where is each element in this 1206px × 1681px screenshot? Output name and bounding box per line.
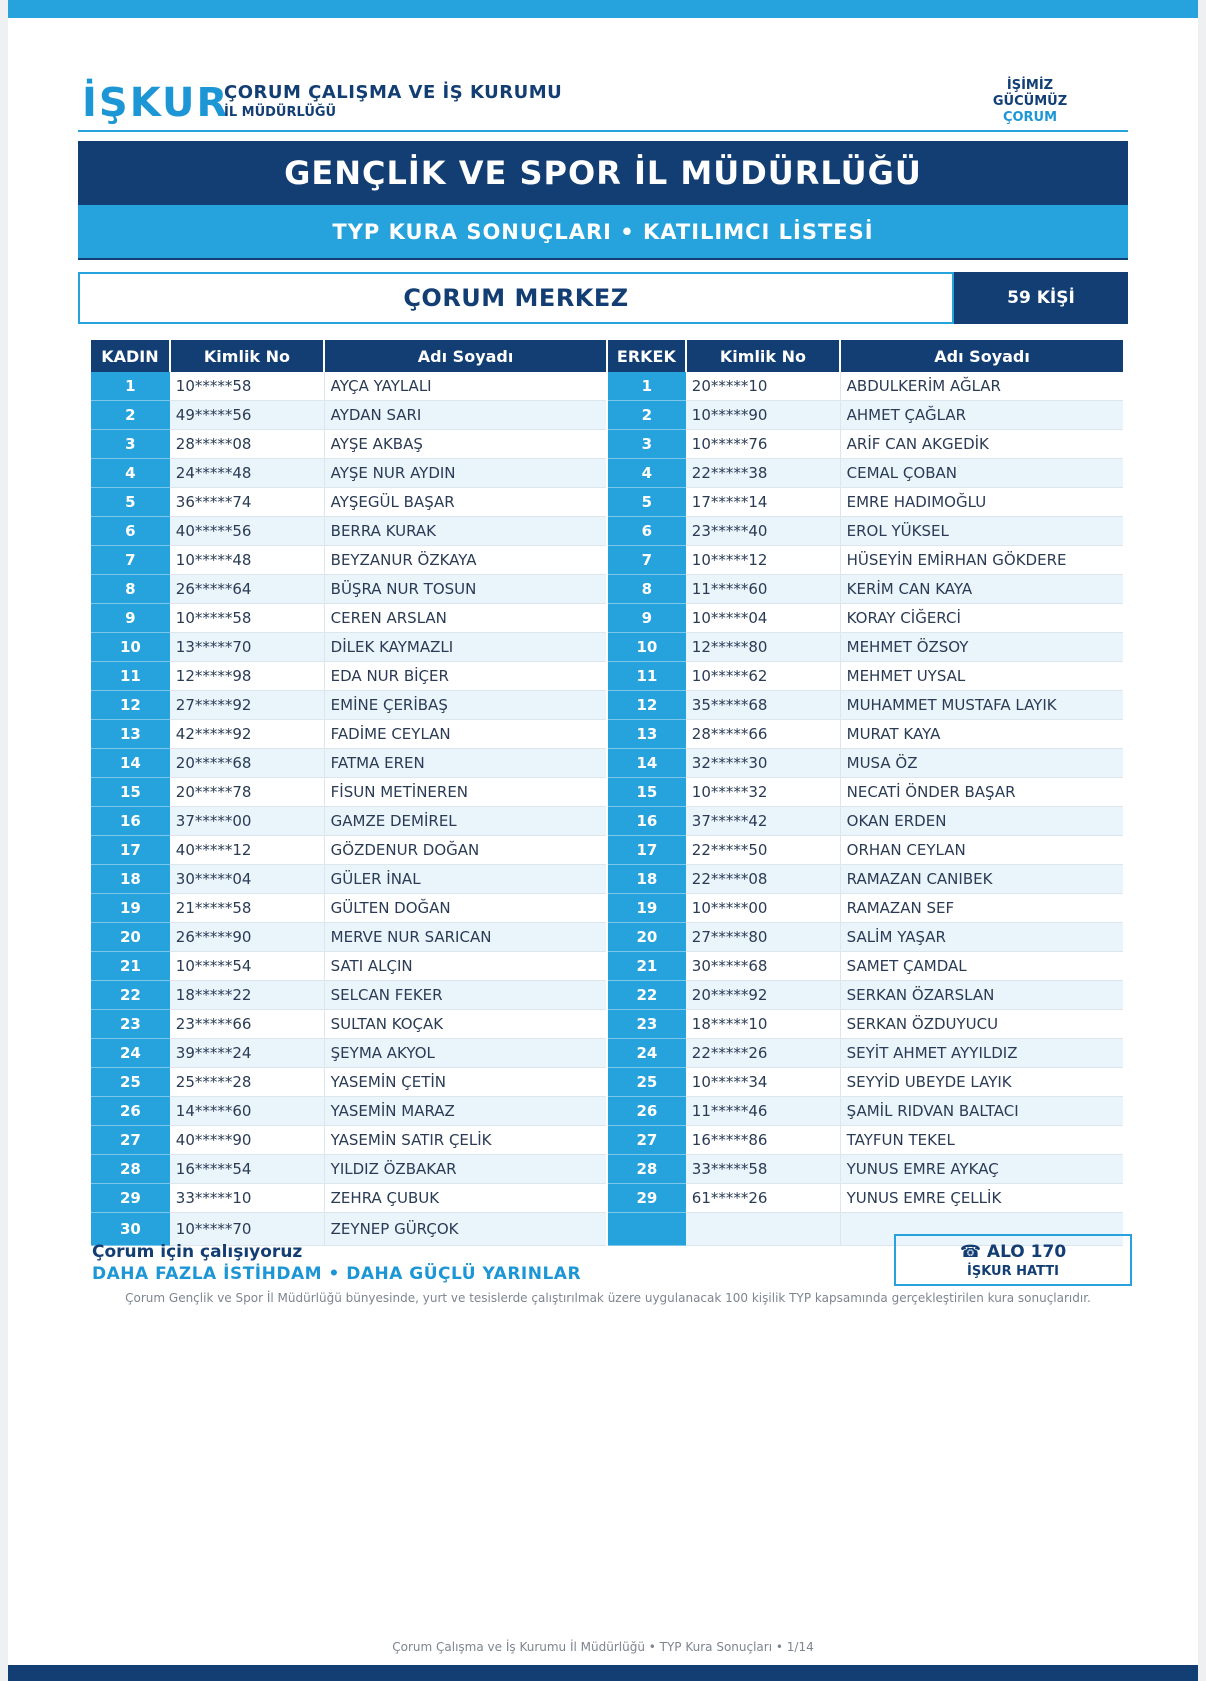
kadin-sira: 7: [91, 546, 170, 575]
kadin-adi-soyadi: ŞEYMA AKYOL: [324, 1039, 607, 1068]
table-row: [91, 923, 1123, 952]
erkek-adi-soyadi: SALİM YAŞAR: [840, 923, 1123, 952]
erkek-kimlik-no: 37*****42: [686, 807, 840, 836]
kadin-kimlik-no: 12*****98: [170, 662, 324, 691]
hotline-number: ☎ ALO 170: [959, 1242, 1067, 1262]
kadin-adi-soyadi: DİLEK KAYMAZLI: [324, 633, 607, 662]
erkek-adi-soyadi: SERKAN ÖZARSLAN: [840, 981, 1123, 1010]
erkek-sira: 9: [607, 604, 686, 633]
erkek-adi-soyadi: MUHAMMET MUSTAFA LAYIK: [840, 691, 1123, 720]
erkek-sira: 25: [607, 1068, 686, 1097]
erkek-sira: 18: [607, 865, 686, 894]
table-row: [91, 633, 1123, 662]
kadin-sira: 16: [91, 807, 170, 836]
kadin-kimlik-no: 37*****00: [170, 807, 324, 836]
table-row: [91, 836, 1123, 865]
erkek-adi-soyadi: ŞAMİL RIDVAN BALTACI: [840, 1097, 1123, 1126]
kadin-kimlik-no: 39*****24: [170, 1039, 324, 1068]
kadin-sira: 4: [91, 459, 170, 488]
erkek-adi-soyadi: SERKAN ÖZDUYUCU: [840, 1010, 1123, 1039]
erkek-kimlik-no: 11*****46: [686, 1097, 840, 1126]
erkek-kimlik-no: 10*****00: [686, 894, 840, 923]
erkek-adi-soyadi: MUSA ÖZ: [840, 749, 1123, 778]
erkek-adi-soyadi: ORHAN CEYLAN: [840, 836, 1123, 865]
table-row: [91, 1039, 1123, 1068]
erkek-kimlik-no: 10*****76: [686, 430, 840, 459]
erkek-kimlik-no: 33*****58: [686, 1155, 840, 1184]
participant-count-badge: 59 KİŞİ: [954, 272, 1128, 324]
kadin-adi-soyadi: SULTAN KOÇAK: [324, 1010, 607, 1039]
page-title: GENÇLİK VE SPOR İL MÜDÜRLÜĞÜ: [78, 141, 1128, 205]
erkek-sira: 26: [607, 1097, 686, 1126]
erkek-sira: 5: [607, 488, 686, 517]
table-row: [91, 488, 1123, 517]
org-line-1: ÇORUM ÇALIŞMA VE İŞ KURUMU: [224, 82, 563, 103]
kadin-sira: 28: [91, 1155, 170, 1184]
erkek-kimlik-no: 10*****32: [686, 778, 840, 807]
erkek-sira: 20: [607, 923, 686, 952]
kadin-kimlik-no: 26*****64: [170, 575, 324, 604]
header-divider: [78, 130, 1128, 132]
kadin-adi-soyadi: YASEMİN SATIR ÇELİK: [324, 1126, 607, 1155]
erkek-kimlik-no: 22*****38: [686, 459, 840, 488]
erkek-adi-soyadi: HÜSEYİN EMİRHAN GÖKDERE: [840, 546, 1123, 575]
erkek-sira: 8: [607, 575, 686, 604]
erkek-kimlik-no: 27*****80: [686, 923, 840, 952]
district-label: ÇORUM MERKEZ: [78, 272, 954, 324]
kadin-adi-soyadi: GÜLER İNAL: [324, 865, 607, 894]
erkek-adi-soyadi: TAYFUN TEKEL: [840, 1126, 1123, 1155]
erkek-adi-soyadi: MURAT KAYA: [840, 720, 1123, 749]
kadin-kimlik-no: 18*****22: [170, 981, 324, 1010]
erkek-sira: 7: [607, 546, 686, 575]
kadin-kimlik-no: 13*****70: [170, 633, 324, 662]
erkek-sira: 4: [607, 459, 686, 488]
erkek-sira: 29: [607, 1184, 686, 1213]
table-row: [91, 1068, 1123, 1097]
table-row: [91, 430, 1123, 459]
kadin-kimlik-no: 16*****54: [170, 1155, 324, 1184]
table-row: [91, 981, 1123, 1010]
erkek-sira: 6: [607, 517, 686, 546]
erkek-sira: 3: [607, 430, 686, 459]
table-row: [91, 952, 1123, 981]
kadin-kimlik-no: 10*****54: [170, 952, 324, 981]
footer-tagline: [92, 1242, 581, 1284]
table-header-row: [91, 340, 1123, 372]
erkek-adi-soyadi: YUNUS EMRE ÇELLİK: [840, 1184, 1123, 1213]
erkek-sira: 11: [607, 662, 686, 691]
table-row: [91, 807, 1123, 836]
kadin-kimlik-no: 10*****58: [170, 372, 324, 401]
kadin-sira: 30: [91, 1213, 170, 1246]
table-row: [91, 1126, 1123, 1155]
kadin-kimlik-no: 24*****48: [170, 459, 324, 488]
kadin-kimlik-no: 20*****78: [170, 778, 324, 807]
erkek-adi-soyadi: SAMET ÇAMDAL: [840, 952, 1123, 981]
header-kadin: KADIN: [91, 340, 170, 372]
table-row: [91, 372, 1123, 401]
erkek-adi-soyadi: KERİM CAN KAYA: [840, 575, 1123, 604]
kadin-adi-soyadi: EDA NUR BİÇER: [324, 662, 607, 691]
erkek-kimlik-no: 12*****80: [686, 633, 840, 662]
kadin-sira: 27: [91, 1126, 170, 1155]
hotline-box: [894, 1234, 1132, 1286]
erkek-adi-soyadi: EMRE HADIMOĞLU: [840, 488, 1123, 517]
kadin-adi-soyadi: AYDAN SARI: [324, 401, 607, 430]
kadin-sira: 23: [91, 1010, 170, 1039]
erkek-kimlik-no: 10*****12: [686, 546, 840, 575]
erkek-kimlik-no: 61*****26: [686, 1184, 840, 1213]
kadin-kimlik-no: 14*****60: [170, 1097, 324, 1126]
kadin-kimlik-no: 42*****92: [170, 720, 324, 749]
table-row: [91, 691, 1123, 720]
kadin-adi-soyadi: GAMZE DEMİREL: [324, 807, 607, 836]
erkek-kimlik-no: 35*****68: [686, 691, 840, 720]
erkek-adi-soyadi: RAMAZAN SEF: [840, 894, 1123, 923]
kadin-sira: 17: [91, 836, 170, 865]
table-row: [91, 575, 1123, 604]
kadin-adi-soyadi: SELCAN FEKER: [324, 981, 607, 1010]
erkek-adi-soyadi: YUNUS EMRE AYKAÇ: [840, 1155, 1123, 1184]
table-row: [91, 1097, 1123, 1126]
erkek-adi-soyadi: ARİF CAN AKGEDİK: [840, 430, 1123, 459]
kadin-kimlik-no: 40*****90: [170, 1126, 324, 1155]
header-kimlik-erkek: Kimlik No: [686, 340, 840, 372]
erkek-adi-soyadi: SEYİT AHMET AYYILDIZ: [840, 1039, 1123, 1068]
erkek-kimlik-no: 11*****60: [686, 575, 840, 604]
kadin-adi-soyadi: CEREN ARSLAN: [324, 604, 607, 633]
kadin-adi-soyadi: ZEHRA ÇUBUK: [324, 1184, 607, 1213]
kadin-kimlik-no: 26*****90: [170, 923, 324, 952]
table-row: [91, 459, 1123, 488]
iskur-logo: İŞKUR: [82, 80, 230, 126]
erkek-kimlik-no: 17*****14: [686, 488, 840, 517]
erkek-kimlik-no: 18*****10: [686, 1010, 840, 1039]
kadin-adi-soyadi: FATMA EREN: [324, 749, 607, 778]
kadin-kimlik-no: 23*****66: [170, 1010, 324, 1039]
erkek-kimlik-no: 30*****68: [686, 952, 840, 981]
kadin-kimlik-no: 33*****10: [170, 1184, 324, 1213]
table-row: [91, 894, 1123, 923]
erkek-sira: [607, 1213, 686, 1246]
erkek-adi-soyadi: AHMET ÇAĞLAR: [840, 401, 1123, 430]
erkek-sira: 13: [607, 720, 686, 749]
kadin-kimlik-no: 21*****58: [170, 894, 324, 923]
erkek-kimlik-no: 23*****40: [686, 517, 840, 546]
kadin-sira: 12: [91, 691, 170, 720]
table-row: [91, 662, 1123, 691]
erkek-kimlik-no: 10*****62: [686, 662, 840, 691]
kadin-sira: 18: [91, 865, 170, 894]
document-page: [8, 0, 1198, 1681]
kadin-sira: 24: [91, 1039, 170, 1068]
kadin-kimlik-no: 36*****74: [170, 488, 324, 517]
erkek-sira: 12: [607, 691, 686, 720]
organization-name: [224, 82, 562, 120]
erkek-sira: 10: [607, 633, 686, 662]
erkek-adi-soyadi: KORAY CİĞERCİ: [840, 604, 1123, 633]
kadin-adi-soyadi: AYŞE NUR AYDIN: [324, 459, 607, 488]
kadin-adi-soyadi: FADİME CEYLAN: [324, 720, 607, 749]
header-adi-erkek: Adı Soyadı: [840, 340, 1123, 372]
kadin-sira: 29: [91, 1184, 170, 1213]
kadin-kimlik-no: 10*****48: [170, 546, 324, 575]
kadin-sira: 9: [91, 604, 170, 633]
kadin-sira: 25: [91, 1068, 170, 1097]
erkek-sira: 16: [607, 807, 686, 836]
kadin-adi-soyadi: EMİNE ÇERİBAŞ: [324, 691, 607, 720]
kadin-sira: 14: [91, 749, 170, 778]
kadin-sira: 2: [91, 401, 170, 430]
table-row: [91, 1184, 1123, 1213]
kadin-adi-soyadi: BÜŞRA NUR TOSUN: [324, 575, 607, 604]
table-row: [91, 546, 1123, 575]
kadin-sira: 26: [91, 1097, 170, 1126]
kadin-kimlik-no: 40*****56: [170, 517, 324, 546]
erkek-kimlik-no: 10*****04: [686, 604, 840, 633]
erkek-sira: 23: [607, 1010, 686, 1039]
erkek-sira: 2: [607, 401, 686, 430]
erkek-sira: 28: [607, 1155, 686, 1184]
erkek-adi-soyadi: ABDULKERİM AĞLAR: [840, 372, 1123, 401]
bottom-accent-bar: [8, 1665, 1198, 1681]
erkek-kimlik-no: 28*****66: [686, 720, 840, 749]
erkek-kimlik-no: 22*****50: [686, 836, 840, 865]
kadin-sira: 10: [91, 633, 170, 662]
tagline-line-2: DAHA FAZLA İSTİHDAM • DAHA GÜÇLÜ YARINLAR: [92, 1264, 582, 1284]
page-footer: Çorum Çalışma ve İş Kurumu İl Müdürlüğü • TYP Kura Sonuçları • 1/14: [392, 1640, 814, 1654]
erkek-sira: 17: [607, 836, 686, 865]
erkek-adi-soyadi: SEYYİD UBEYDE LAYIK: [840, 1068, 1123, 1097]
page-subtitle: TYP KURA SONUÇLARI • KATILIMCI LİSTESİ: [78, 205, 1128, 260]
participant-table: [91, 340, 1123, 1246]
kadin-sira: 11: [91, 662, 170, 691]
header-kimlik-kadin: Kimlik No: [170, 340, 324, 372]
org-line-2: İL MÜDÜRLÜĞÜ: [224, 105, 337, 120]
kadin-sira: 15: [91, 778, 170, 807]
erkek-sira: 19: [607, 894, 686, 923]
kadin-kimlik-no: 49*****56: [170, 401, 324, 430]
table-row: [91, 720, 1123, 749]
hotline-label: İŞKUR HATTI: [967, 1264, 1059, 1279]
erkek-kimlik-no: 10*****90: [686, 401, 840, 430]
erkek-sira: 1: [607, 372, 686, 401]
erkek-kimlik-no: 16*****86: [686, 1126, 840, 1155]
erkek-kimlik-no: 22*****08: [686, 865, 840, 894]
slogan-line-3: ÇORUM: [1002, 110, 1058, 125]
erkek-kimlik-no: 32*****30: [686, 749, 840, 778]
kadin-kimlik-no: 27*****92: [170, 691, 324, 720]
erkek-kimlik-no: 22*****26: [686, 1039, 840, 1068]
kadin-sira: 13: [91, 720, 170, 749]
kadin-adi-soyadi: YASEMİN MARAZ: [324, 1097, 607, 1126]
kadin-kimlik-no: 25*****28: [170, 1068, 324, 1097]
table-row: [91, 865, 1123, 894]
erkek-adi-soyadi: MEHMET UYSAL: [840, 662, 1123, 691]
erkek-sira: 27: [607, 1126, 686, 1155]
erkek-sira: 15: [607, 778, 686, 807]
kadin-adi-soyadi: BERRA KURAK: [324, 517, 607, 546]
tagline-line-1: Çorum için çalışıyoruz: [92, 1242, 303, 1262]
kadin-sira: 8: [91, 575, 170, 604]
kadin-adi-soyadi: GÜLTEN DOĞAN: [324, 894, 607, 923]
kadin-sira: 20: [91, 923, 170, 952]
kadin-kimlik-no: 10*****58: [170, 604, 324, 633]
kadin-adi-soyadi: SATI ALÇIN: [324, 952, 607, 981]
table-row: [91, 1155, 1123, 1184]
table-row: [91, 778, 1123, 807]
kadin-sira: 22: [91, 981, 170, 1010]
kadin-adi-soyadi: GÖZDENUR DOĞAN: [324, 836, 607, 865]
slogan-line-1: İŞİMİZ: [1006, 78, 1054, 93]
kadin-adi-soyadi: BEYZANUR ÖZKAYA: [324, 546, 607, 575]
kadin-kimlik-no: 28*****08: [170, 430, 324, 459]
kadin-sira: 5: [91, 488, 170, 517]
erkek-kimlik-no: 20*****92: [686, 981, 840, 1010]
table-row: [91, 517, 1123, 546]
kadin-kimlik-no: 40*****12: [170, 836, 324, 865]
erkek-sira: 21: [607, 952, 686, 981]
table-row: [91, 749, 1123, 778]
kadin-adi-soyadi: AYŞEGÜL BAŞAR: [324, 488, 607, 517]
footer-note: Çorum Gençlik ve Spor İl Müdürlüğü bünyesinde, yurt ve tesislerde çalıştırılmak üzere uygulanacak 100 kişilik TYP kapsamında gerçekleştirilen kura sonuçlarıdır.: [125, 1291, 1091, 1305]
erkek-adi-soyadi: NECATİ ÖNDER BAŞAR: [840, 778, 1123, 807]
kadin-sira: 1: [91, 372, 170, 401]
kadin-kimlik-no: 20*****68: [170, 749, 324, 778]
top-accent-bar: [8, 0, 1198, 18]
erkek-kimlik-no: 10*****34: [686, 1068, 840, 1097]
erkek-adi-soyadi: CEMAL ÇOBAN: [840, 459, 1123, 488]
slogan-line-2: GÜCÜMÜZ: [992, 94, 1068, 109]
erkek-adi-soyadi: EROL YÜKSEL: [840, 517, 1123, 546]
kadin-adi-soyadi: ZEYNEP GÜRÇOK: [324, 1213, 607, 1246]
table-row: [91, 401, 1123, 430]
erkek-adi-soyadi: RAMAZAN CANIBEK: [840, 865, 1123, 894]
kadin-sira: 21: [91, 952, 170, 981]
kadin-adi-soyadi: AYŞE AKBAŞ: [324, 430, 607, 459]
kadin-adi-soyadi: MERVE NUR SARICAN: [324, 923, 607, 952]
kadin-adi-soyadi: YILDIZ ÖZBAKAR: [324, 1155, 607, 1184]
erkek-adi-soyadi: MEHMET ÖZSOY: [840, 633, 1123, 662]
header-adi-kadin: Adı Soyadı: [324, 340, 607, 372]
header-slogan: [970, 78, 1090, 126]
kadin-adi-soyadi: FİSUN METİNEREN: [324, 778, 607, 807]
kadin-sira: 3: [91, 430, 170, 459]
kadin-sira: 6: [91, 517, 170, 546]
kadin-sira: 19: [91, 894, 170, 923]
header-erkek: ERKEK: [607, 340, 686, 372]
table-row: [91, 604, 1123, 633]
erkek-kimlik-no: [686, 1213, 840, 1246]
table-row: [91, 1010, 1123, 1039]
kadin-adi-soyadi: YASEMİN ÇETİN: [324, 1068, 607, 1097]
erkek-sira: 14: [607, 749, 686, 778]
kadin-adi-soyadi: AYÇA YAYLALI: [324, 372, 607, 401]
kadin-kimlik-no: 10*****70: [170, 1213, 324, 1246]
erkek-sira: 24: [607, 1039, 686, 1068]
erkek-kimlik-no: 20*****10: [686, 372, 840, 401]
erkek-sira: 22: [607, 981, 686, 1010]
kadin-kimlik-no: 30*****04: [170, 865, 324, 894]
erkek-adi-soyadi: OKAN ERDEN: [840, 807, 1123, 836]
